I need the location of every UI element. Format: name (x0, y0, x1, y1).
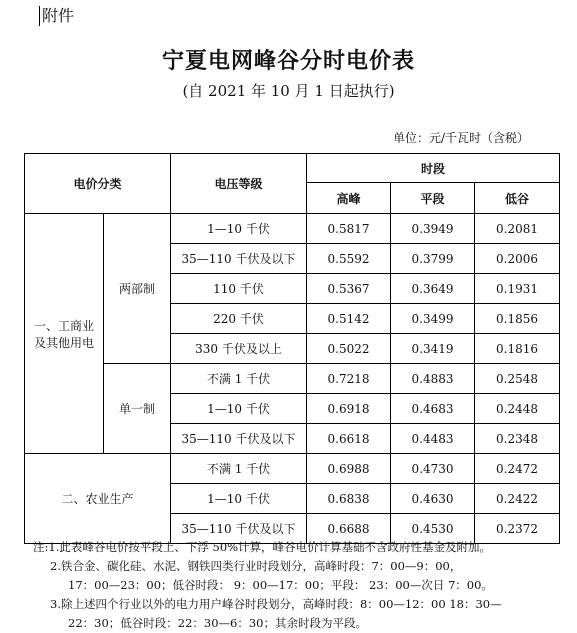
valley-cell: 0.1931 (475, 274, 560, 304)
group-agriculture: 二、农业生产 (25, 454, 171, 544)
note-3-line-2: 22：30；低谷时段：22：30—6：30；其余时段为平段。 (68, 616, 367, 630)
header-category: 电价分类 (25, 154, 171, 214)
peak-cell: 0.5817 (307, 214, 391, 244)
price-table (24, 153, 560, 544)
flat-cell: 0.3419 (391, 334, 475, 364)
voltage-cell: 35—110 千伏及以下 (171, 514, 307, 544)
valley-cell: 0.2081 (475, 214, 560, 244)
peak-cell: 0.7218 (307, 364, 391, 394)
note-2-line-1: 2.铁合金、碳化硅、水泥、钢铁四类行业时段划分，高峰时段：7：00—9：00， (50, 559, 462, 573)
subgroup-single: 单一制 (104, 364, 171, 454)
voltage-cell: 1—10 千伏 (171, 484, 307, 514)
flat-cell: 0.4883 (391, 364, 475, 394)
header-flat: 平段 (391, 183, 475, 214)
header-peak: 高峰 (307, 183, 391, 214)
header-period: 时段 (307, 154, 560, 183)
subgroup-two-part: 两部制 (104, 214, 171, 364)
voltage-cell: 不满 1 千伏 (171, 454, 307, 484)
table-row (25, 214, 560, 244)
voltage-cell: 35—110 千伏及以下 (171, 424, 307, 454)
voltage-cell: 110 千伏 (171, 274, 307, 304)
flat-cell: 0.4530 (391, 514, 475, 544)
peak-cell: 0.6988 (307, 454, 391, 484)
voltage-cell: 不满 1 千伏 (171, 364, 307, 394)
flat-cell: 0.4483 (391, 424, 475, 454)
valley-cell: 0.2006 (475, 244, 560, 274)
unit-label: 单位：元/千瓦时（含税） (392, 131, 529, 145)
flat-cell: 0.4683 (391, 394, 475, 424)
peak-cell: 0.6618 (307, 424, 391, 454)
flat-cell: 0.3949 (391, 214, 475, 244)
note-2-line-2: 17：00—23：00；低谷时段： 9：00—17：00；平段： 23：00—次日 7：00。 (68, 578, 493, 592)
flat-cell: 0.3649 (391, 274, 475, 304)
header-valley: 低谷 (475, 183, 560, 214)
peak-cell: 0.5367 (307, 274, 391, 304)
table-header-row (25, 154, 560, 183)
voltage-cell: 220 千伏 (171, 304, 307, 334)
header-voltage: 电压等级 (171, 154, 307, 214)
peak-cell: 0.5022 (307, 334, 391, 364)
notes-block (33, 538, 563, 633)
voltage-cell: 1—10 千伏 (171, 394, 307, 424)
valley-cell: 0.2448 (475, 394, 560, 424)
voltage-cell: 35—110 千伏及以下 (171, 244, 307, 274)
flat-cell: 0.4730 (391, 454, 475, 484)
note-1: 注:1.此表峰谷电价按平段上、下浮 50%计算，峰谷电价计算基础不含政府性基金及附加。 (33, 540, 492, 554)
peak-cell: 0.6918 (307, 394, 391, 424)
voltage-cell: 330 千伏及以上 (171, 334, 307, 364)
group-commercial: 一、工商业及其他用电 (25, 214, 104, 454)
peak-cell: 0.5142 (307, 304, 391, 334)
valley-cell: 0.2472 (475, 454, 560, 484)
valley-cell: 0.2372 (475, 514, 560, 544)
page-title: 宁夏电网峰谷分时电价表 (161, 48, 415, 74)
valley-cell: 0.1816 (475, 334, 560, 364)
valley-cell: 0.2422 (475, 484, 560, 514)
peak-cell: 0.5592 (307, 244, 391, 274)
peak-cell: 0.6838 (307, 484, 391, 514)
valley-cell: 0.2348 (475, 424, 560, 454)
peak-cell: 0.6688 (307, 514, 391, 544)
voltage-cell: 1—10 千伏 (171, 214, 307, 244)
flat-cell: 0.4630 (391, 484, 475, 514)
table-row (25, 454, 560, 484)
page-subtitle: (自 2021 年 10 月 1 日起执行) (182, 82, 395, 100)
attachment-label: 附件 (39, 6, 74, 26)
note-3-line-1: 3.除上述四个行业以外的电力用户峰谷时段划分，高峰时段：8：00—12：00 18：30— (50, 597, 502, 611)
valley-cell: 0.2548 (475, 364, 560, 394)
valley-cell: 0.1856 (475, 304, 560, 334)
flat-cell: 0.3499 (391, 304, 475, 334)
table-row (25, 364, 560, 394)
flat-cell: 0.3799 (391, 244, 475, 274)
